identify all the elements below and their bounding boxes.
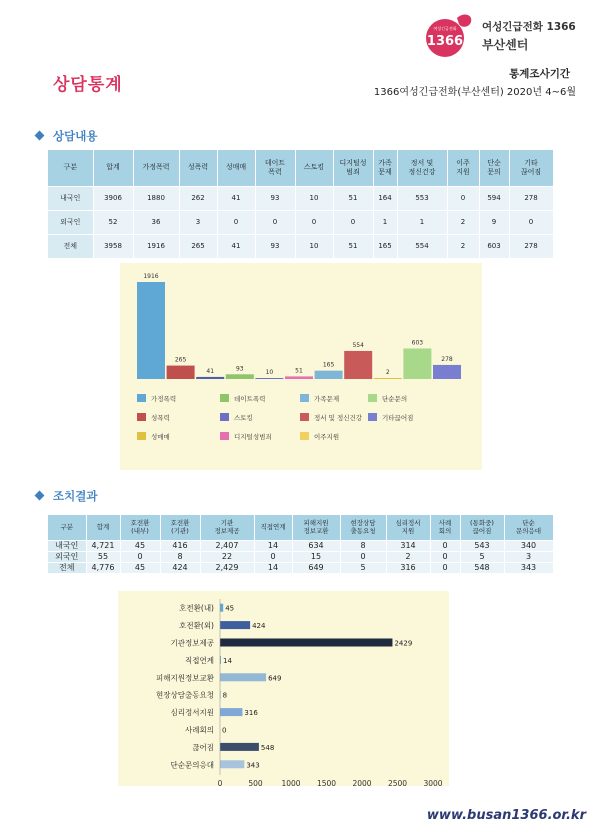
x-tick-label: 500 [248, 779, 263, 786]
action-cell: 316 [386, 562, 430, 573]
action-cell: 0 [254, 551, 292, 562]
action-cell: 634 [292, 540, 340, 551]
counseling-header-cell: 단순 문의 [479, 150, 509, 186]
table-row [48, 562, 553, 573]
action-cell: 4,721 [86, 540, 120, 551]
x-tick-label: 3000 [423, 779, 443, 786]
counseling-cell: 3 [179, 210, 217, 234]
table-row [48, 210, 553, 234]
counseling-cell: 41 [217, 234, 255, 258]
counseling-cell: 3958 [93, 234, 133, 258]
counseling-cell: 51 [333, 234, 373, 258]
table-row [48, 551, 553, 562]
action-header-row [48, 515, 553, 540]
action-cell: 416 [160, 540, 200, 551]
category-label: 사례회의 [185, 725, 214, 735]
legend-swatch [300, 413, 309, 421]
bar-호전환(내) [220, 604, 223, 612]
org-sub: 부산센터 [482, 38, 529, 52]
action-cell: 548 [460, 562, 504, 573]
category-label: 심리정서지원 [170, 708, 214, 718]
counseling-cell: 9 [479, 210, 509, 234]
section-counseling: 상담내용 [36, 128, 97, 144]
action-chart [118, 591, 449, 786]
category-label: 단순문의응대 [170, 760, 214, 770]
x-tick-label: 1500 [316, 779, 337, 786]
bar-value-label: 45 [225, 604, 235, 613]
action-header-cell: 사례 회의 [430, 515, 460, 540]
counseling-header-cell: 기타 끊어짐 [509, 150, 553, 186]
bar-단순문의응대 [220, 760, 244, 768]
counseling-header-row [48, 150, 553, 186]
action-cell: 0 [340, 551, 386, 562]
bar-호전환(외) [220, 621, 250, 629]
action-cell: 649 [292, 562, 340, 573]
bar-value-label: 603 [411, 339, 424, 347]
counseling-cell: 554 [397, 234, 447, 258]
bar-value-label: 93 [235, 365, 244, 373]
counseling-header-cell: 가정폭력 [133, 150, 179, 186]
counseling-header-cell: 성폭력 [179, 150, 217, 186]
category-label: 피해지원정보교환 [156, 673, 214, 683]
counseling-cell: 553 [397, 186, 447, 210]
action-cell: 22 [200, 551, 254, 562]
action-cell: 내국인 [48, 540, 86, 551]
action-header-cell: 직접연계 [254, 515, 292, 540]
counseling-header-cell: 합계 [93, 150, 133, 186]
bar-value-label: 165 [322, 361, 335, 369]
action-cell: 0 [120, 551, 160, 562]
action-header-cell: 피해지원 정보교환 [292, 515, 340, 540]
bar-value-label: 278 [441, 355, 453, 363]
counseling-cell: 2 [447, 234, 479, 258]
bar-value-label: 316 [244, 709, 258, 718]
category-label: 호전환(내) [179, 603, 214, 613]
legend-label: 성매매 [151, 433, 170, 441]
action-cell: 15 [292, 551, 340, 562]
bar-이주지원 [374, 378, 402, 379]
bar-끊어짐 [220, 743, 259, 751]
bar-기타끊어짐 [433, 365, 461, 379]
legend-swatch [220, 413, 229, 421]
action-header-cell: (통화중) 끊어짐 [460, 515, 504, 540]
counseling-cell: 10 [295, 186, 333, 210]
counseling-chart [120, 263, 482, 470]
bar-value-label: 0 [222, 726, 227, 735]
bar-스토킹 [255, 378, 283, 379]
bar-value-label: 343 [246, 761, 260, 770]
x-tick-label: 0 [217, 779, 223, 786]
action-cell: 343 [504, 562, 553, 573]
diamond-icon [35, 491, 45, 501]
bar-기관정보제공 [220, 639, 392, 647]
counseling-cell: 278 [509, 234, 553, 258]
counseling-cell: 전체 [48, 234, 93, 258]
action-header-cell: 단순 문의응대 [504, 515, 553, 540]
legend-label: 가정폭력 [151, 395, 177, 403]
action-cell: 외국인 [48, 551, 86, 562]
counseling-cell: 51 [333, 186, 373, 210]
bar-value-label: 10 [265, 369, 274, 376]
counseling-cell: 36 [133, 210, 179, 234]
bar-피해지원정보교환 [220, 673, 266, 681]
counseling-header-cell: 정서 및 정신건강 [397, 150, 447, 186]
action-cell: 14 [254, 562, 292, 573]
table-row [48, 234, 553, 258]
bar-value-label: 265 [174, 356, 187, 364]
counseling-cell: 3906 [93, 186, 133, 210]
category-label: 현장상담출동요청 [156, 690, 214, 700]
action-cell: 55 [86, 551, 120, 562]
legend-swatch [220, 432, 229, 440]
counseling-cell: 262 [179, 186, 217, 210]
page-title: 상담통계 [53, 75, 123, 95]
action-cell: 340 [504, 540, 553, 551]
action-header-cell: 합계 [86, 515, 120, 540]
action-cell: 5 [460, 551, 504, 562]
bar-value-label: 51 [295, 367, 303, 375]
action-header-cell: 호전환 (기관) [160, 515, 200, 540]
action-cell: 45 [120, 540, 160, 551]
counseling-header-cell: 데이트 폭력 [255, 150, 295, 186]
counseling-cell: 265 [179, 234, 217, 258]
bar-value-label: 41 [206, 367, 215, 375]
counseling-cell: 165 [373, 234, 397, 258]
category-label: 끊어짐 [192, 742, 214, 752]
legend-label: 정서 및 정신건강 [314, 414, 363, 422]
period-text: 1366여성긴급전화(부산센터) 2020년 4~6월 [373, 87, 576, 98]
action-cell: 4,776 [86, 562, 120, 573]
counseling-cell: 1 [373, 210, 397, 234]
action-header-cell: 심리정서 지원 [386, 515, 430, 540]
counseling-header-cell: 스토킹 [295, 150, 333, 186]
bar-value-label: 1916 [143, 273, 159, 280]
legend-swatch [137, 413, 146, 421]
action-cell: 0 [430, 551, 460, 562]
x-tick-label: 2000 [352, 779, 372, 786]
action-cell: 424 [160, 562, 200, 573]
action-cell: 8 [160, 551, 200, 562]
action-cell: 2,407 [200, 540, 254, 551]
counseling-cell: 594 [479, 186, 509, 210]
counseling-cell: 1916 [133, 234, 179, 258]
category-label: 기관정보제공 [170, 638, 214, 648]
legend-swatch [368, 413, 377, 421]
counseling-cell: 0 [217, 210, 255, 234]
x-tick-label: 1000 [281, 779, 301, 786]
legend-swatch [220, 394, 229, 402]
bar-value-label: 14 [222, 656, 232, 665]
logo-small-text: 여성긴급전화 [433, 26, 457, 31]
action-cell: 0 [430, 540, 460, 551]
bar-value-label: 2 [385, 369, 390, 376]
bar-성폭력 [167, 366, 195, 379]
counseling-cell: 93 [255, 186, 295, 210]
bar-가정폭력 [137, 282, 165, 379]
bar-value-label: 424 [252, 622, 266, 631]
legend-label: 디지털성범죄 [234, 433, 272, 441]
action-cell: 45 [120, 562, 160, 573]
action-cell: 전체 [48, 562, 86, 573]
action-cell: 14 [254, 540, 292, 551]
counseling-cell: 41 [217, 186, 255, 210]
bar-데이트폭력 [226, 374, 254, 379]
legend-swatch [300, 432, 309, 440]
bar-value-label: 554 [352, 341, 364, 349]
counseling-header-cell: 구분 [48, 150, 93, 186]
action-header-cell: 호전환 (내부) [120, 515, 160, 540]
site-url[interactable]: www.busan1366.or.kr [426, 808, 586, 823]
bar-value-label: 8 [222, 691, 228, 700]
table-row [48, 540, 553, 551]
bar-value-label: 2429 [394, 639, 413, 648]
bar-디지털성범죄 [285, 376, 313, 379]
counseling-cell: 603 [479, 234, 509, 258]
counseling-cell: 10 [295, 234, 333, 258]
counseling-cell: 1880 [133, 186, 179, 210]
1366-logo [423, 10, 477, 60]
legend-label: 단순문의 [382, 395, 408, 403]
counseling-bar-chart [120, 263, 482, 470]
bar-value-label: 649 [268, 674, 282, 683]
diamond-icon [35, 131, 45, 141]
counseling-cell: 0 [447, 186, 479, 210]
legend-label: 가족문제 [314, 395, 340, 403]
counseling-cell: 164 [373, 186, 397, 210]
counseling-cell: 내국인 [48, 186, 93, 210]
counseling-cell: 0 [255, 210, 295, 234]
action-cell: 2,429 [200, 562, 254, 573]
action-cell: 543 [460, 540, 504, 551]
action-header-cell: 현장상담 출동요청 [340, 515, 386, 540]
bar-value-label: 548 [260, 743, 275, 752]
counseling-cell: 0 [509, 210, 553, 234]
org-name: 여성긴급전화 1366 [482, 21, 576, 33]
bar-심리정서지원 [220, 708, 242, 716]
action-header-cell: 기관 정보제공 [200, 515, 254, 540]
bar-성매매 [196, 377, 224, 379]
counseling-header-cell: 이주 지원 [447, 150, 479, 186]
legend-label: 기타끊어짐 [382, 414, 414, 422]
legend-label: 데이트폭력 [234, 395, 266, 403]
bar-단순문의 [403, 348, 431, 379]
legend-label: 스토킹 [234, 414, 253, 422]
legend-swatch [300, 394, 309, 402]
category-label: 직접연계 [185, 655, 214, 665]
section-action: 조치결과 [36, 488, 97, 504]
x-tick-label: 2500 [387, 779, 408, 786]
counseling-table [48, 150, 554, 259]
legend-label: 성폭력 [151, 414, 170, 422]
action-cell: 314 [386, 540, 430, 551]
bar-정서 및 정신건강 [344, 351, 372, 379]
action-table [48, 515, 554, 574]
counseling-cell: 1 [397, 210, 447, 234]
counseling-cell: 93 [255, 234, 295, 258]
legend-swatch [137, 394, 146, 402]
legend-swatch [368, 394, 377, 402]
counseling-cell: 외국인 [48, 210, 93, 234]
counseling-header-cell: 가족 문제 [373, 150, 397, 186]
counseling-cell: 278 [509, 186, 553, 210]
action-bar-chart [118, 591, 449, 786]
category-label: 호전환(외) [179, 621, 214, 631]
logo-number: 1366 [426, 34, 464, 49]
counseling-cell: 0 [295, 210, 333, 234]
counseling-header-cell: 디지털성 범죄 [333, 150, 373, 186]
action-header-cell: 구분 [48, 515, 86, 540]
counseling-cell: 52 [93, 210, 133, 234]
action-cell: 0 [430, 562, 460, 573]
table-row [48, 186, 553, 210]
counseling-header-cell: 성매매 [217, 150, 255, 186]
action-cell: 3 [504, 551, 553, 562]
legend-swatch [137, 432, 146, 440]
legend-label: 이주지원 [314, 433, 340, 441]
action-cell: 5 [340, 562, 386, 573]
counseling-cell: 2 [447, 210, 479, 234]
counseling-cell: 0 [333, 210, 373, 234]
period-label: 통계조사기간 [509, 68, 570, 80]
action-cell: 8 [340, 540, 386, 551]
action-cell: 2 [386, 551, 430, 562]
bar-가족문제 [315, 371, 343, 379]
